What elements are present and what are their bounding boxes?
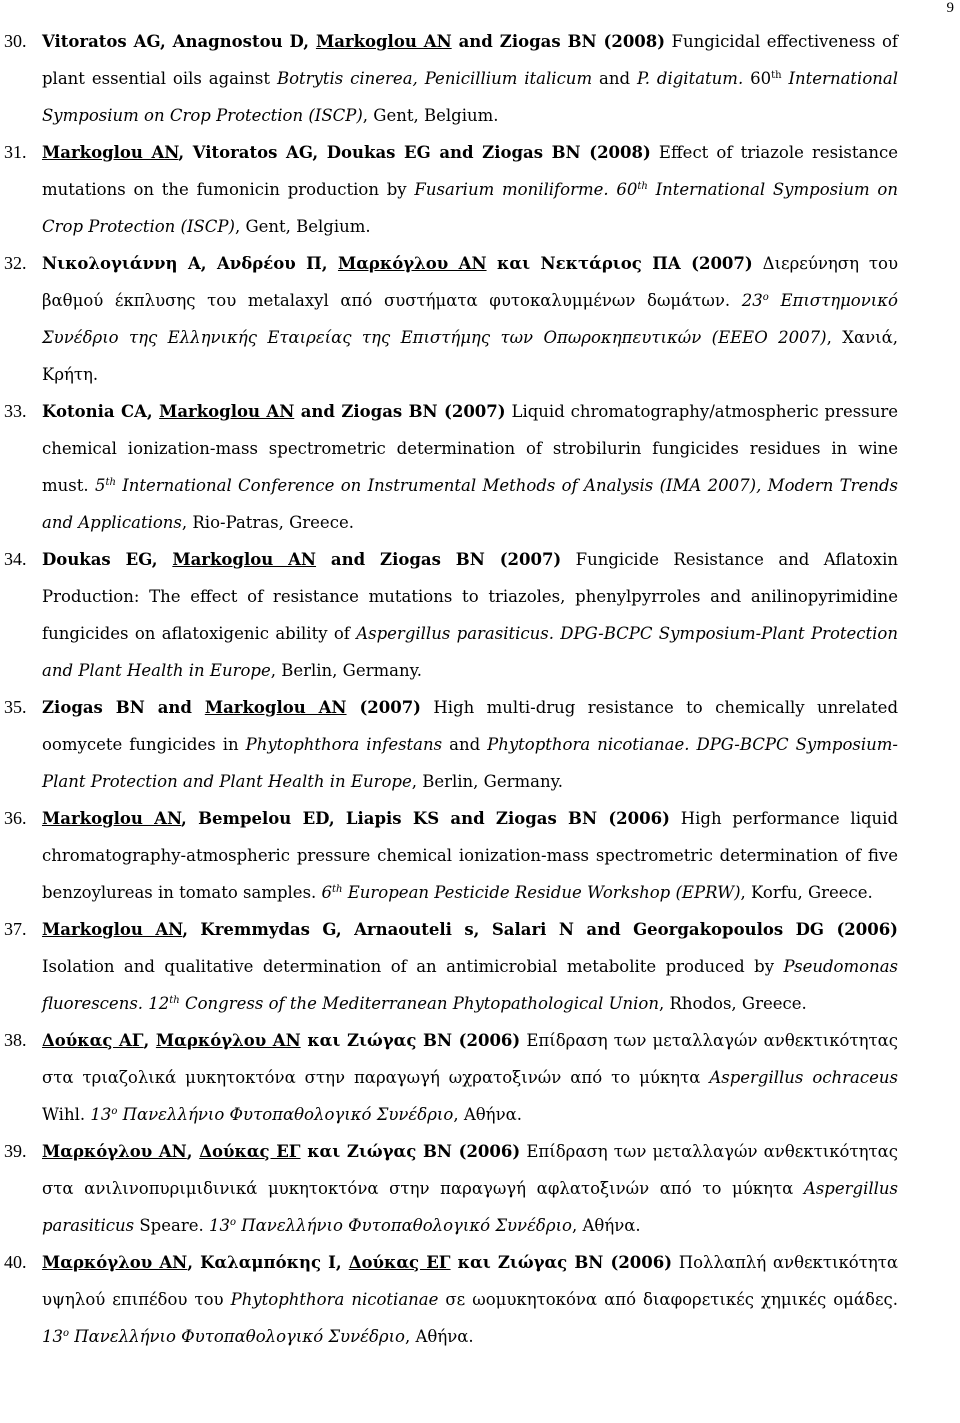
reference-italic: Phytophthora infestans <box>245 735 443 754</box>
reference-italic: International Conference on Instrumental Methods of Analysis (IMA 2007), Modern Trends and Applications <box>42 476 898 532</box>
reference-text: Fungicidal effectiveness of plant essential oils against <box>42 32 898 88</box>
reference-authors: και Ζιώγας ΒΝ (2006) <box>300 1142 521 1161</box>
reference-italic: International Symposium on Crop Protection (ISCP) <box>42 69 898 125</box>
reference-text: , Gent, Belgium. <box>234 217 371 236</box>
reference-text: High multi-drug resistance to chemically unrelated oomycete fungicides in <box>42 698 899 754</box>
reference-text: , Rhodos, Greece. <box>658 994 807 1013</box>
reference-authors: and Ziogas BN (2007) <box>316 550 562 569</box>
reference-number: 38. <box>4 1030 27 1050</box>
reference-italic: 13 <box>42 1327 63 1346</box>
reference-entry <box>0 1133 960 1244</box>
reference-text: Διερεύνηση του βαθμού έκπλυσης του metalaxyl από συστήματα φυτοκαλυμμένων δωμάτων. <box>42 254 899 310</box>
reference-text: Effect of triazole resistance mutations on the fumonicin production by <box>42 143 898 199</box>
reference-italic: Phytopthora nicotianae. DPG-BCPC Symposium-Plant Protection and Plant Health in Europe <box>42 735 898 791</box>
reference-number: 37. <box>4 919 27 939</box>
reference-text: and <box>592 69 637 88</box>
author-highlight: Μαρκόγλου ΑΝ <box>42 1142 187 1161</box>
author-highlight: Μαρκόγλου ΑΝ <box>42 1253 188 1272</box>
reference-authors: Doukas EG, <box>42 550 173 569</box>
ordinal-superscript: th <box>637 181 648 192</box>
reference-text: 60 <box>743 69 772 88</box>
reference-authors: and Ziogas BN (2007) <box>294 402 506 421</box>
reference-authors: , <box>143 1031 156 1050</box>
reference-text: , Rio-Patras, Greece. <box>181 513 354 532</box>
reference-text: Fungicide Resistance and Aflatoxin Production: The effect of resistance mutations to triazoles, phenylpyrroles and anilinopyrimidine fungicides on aflatoxigenic ability of <box>42 550 898 643</box>
reference-italic: 23 <box>741 291 763 310</box>
author-highlight: Markoglou AN <box>42 809 182 828</box>
reference-text: , Korfu, Greece. <box>740 883 873 902</box>
reference-number: 35. <box>4 697 27 717</box>
reference-authors: και Ζιώγας ΒΝ (2006) <box>450 1253 673 1272</box>
reference-authors: Ziogas BN and <box>42 698 205 717</box>
reference-text: Επίδραση των μεταλλαγών ανθεκτικότητας στα τριαζολικά μυκητοκτόνα στην παραγωγή ωχρατοξινών από το μύκητα <box>42 1031 898 1087</box>
reference-italic: 13 <box>90 1105 112 1124</box>
reference-text: Isolation and qualitative determination of an antimicrobial metabolite produced by <box>42 957 784 976</box>
reference-italic: 6 <box>321 883 333 902</box>
reference-text: σε ωομυκητοκόνα από διαφορετικές χημικές ομάδες. <box>438 1290 898 1309</box>
author-highlight: Δούκας ΑΓ <box>42 1031 144 1050</box>
reference-number: 34. <box>4 549 27 569</box>
reference-italic: Πανελλήνιο Φυτοπαθολογικό Συνέδριο <box>117 1105 454 1124</box>
reference-text: , Αθήνα. <box>405 1327 474 1346</box>
reference-italic: Aspergillus ochraceus <box>709 1068 898 1087</box>
reference-entry <box>0 800 960 911</box>
reference-authors: , <box>186 1142 200 1161</box>
reference-italic: P. digitatum. <box>636 69 744 88</box>
reference-authors: και Ζιώγας ΒΝ (2006) <box>300 1031 521 1050</box>
reference-italic: Fusarium moniliforme. 60 <box>414 180 638 199</box>
ordinal-superscript: th <box>771 70 782 81</box>
author-highlight: Μαρκόγλου ΑΝ <box>337 254 487 273</box>
reference-number: 40. <box>4 1252 27 1272</box>
author-highlight: Markoglou AN <box>315 32 452 51</box>
reference-text: , Gent, Belgium. <box>362 106 499 125</box>
reference-authors: and Ziogas BN (2008) <box>451 32 666 51</box>
author-highlight: Markoglou AN <box>42 920 183 939</box>
reference-authors: , Bempelou ED, Liapis KS and Ziogas BN (2006) <box>181 809 670 828</box>
reference-entry <box>0 689 960 800</box>
reference-number: 30. <box>4 31 27 51</box>
reference-text: , Χανιά, Κρήτη. <box>42 328 898 384</box>
reference-list <box>0 23 960 1355</box>
reference-text: Επίδραση των μεταλλαγών ανθεκτικότητας στα ανιλινοπυριμιδινικά μυκητοκτόνα στην παραγωγή αφλατοξινών από το μύκητα <box>42 1142 899 1198</box>
reference-italic: International Symposium on Crop Protection (ISCP) <box>42 180 898 236</box>
reference-text: , Berlin, Germany. <box>270 661 422 680</box>
reference-authors: , Καλαμπόκης Ι, <box>187 1253 349 1272</box>
author-highlight: Μαρκόγλου ΑΝ <box>155 1031 301 1050</box>
reference-italic: Aspergillus parasiticus <box>42 1179 898 1235</box>
author-highlight: Markoglou AN <box>172 550 317 569</box>
reference-italic: Πανελλήνιο Φυτοπαθολογικό Συνέδριο <box>236 1216 572 1235</box>
reference-text: Wihl. <box>42 1105 91 1124</box>
reference-entry <box>0 541 960 689</box>
reference-authors: , Kremmydas G, Arnaouteli s, Salari N and Georgakopoulos DG (2006) <box>182 920 898 939</box>
reference-entry <box>0 911 960 1022</box>
reference-authors: και Νεκτάριος ΠΑ (2007) <box>486 254 753 273</box>
reference-italic: 13 <box>208 1216 230 1235</box>
reference-authors: Vitoratos AG, Anagnostou D, <box>42 32 316 51</box>
reference-italic: Aspergillus parasiticus. DPG-BCPC Symposium-Plant Protection and Plant Health in Europe <box>42 624 898 680</box>
reference-text: , Αθήνα. <box>571 1216 641 1235</box>
ordinal-superscript: th <box>105 477 116 488</box>
reference-text: Πολλαπλή ανθεκτικότητα υψηλού επιπέδου του <box>42 1253 898 1309</box>
reference-italic: Congress of the Mediterranean Phytopathological Union <box>179 994 659 1013</box>
reference-text: Speare. <box>134 1216 209 1235</box>
reference-entry <box>0 1244 960 1355</box>
reference-entry <box>0 245 960 393</box>
reference-text: Liquid chromatography/atmospheric pressure chemical ionization-mass spectrometric determination of strobilurin fungicides residues in wine must. <box>42 402 898 495</box>
ordinal-superscript: ο <box>111 1106 118 1117</box>
reference-entry <box>0 134 960 245</box>
author-highlight: Markoglou AN <box>42 143 179 162</box>
reference-authors: (2007) <box>346 698 421 717</box>
reference-italic: Phytophthora nicotianae <box>230 1290 439 1309</box>
reference-entry <box>0 23 960 134</box>
reference-entry <box>0 1022 960 1133</box>
reference-italic: European Pesticide Residue Workshop (EPRW) <box>342 883 741 902</box>
reference-italic: Botrytis cinerea, Penicillium italicum <box>276 69 593 88</box>
author-highlight: Markoglou AN <box>204 698 347 717</box>
reference-authors: , Vitoratos AG, Doukas EG and Ziogas BN (2008) <box>178 143 651 162</box>
page-number: 9 <box>946 0 954 16</box>
ordinal-superscript: th <box>332 884 343 895</box>
reference-number: 31. <box>4 142 27 162</box>
reference-number: 32. <box>4 253 27 273</box>
reference-number: 36. <box>4 808 27 828</box>
ordinal-superscript: ο <box>762 292 769 303</box>
reference-text: High performance liquid chromatography-atmospheric pressure chemical ionization-mass spectrometric determination of five benzoylureas in tomato samples. <box>42 809 899 902</box>
reference-authors: Kotonia CA, <box>42 402 160 421</box>
reference-italic: 5 <box>94 476 106 495</box>
author-highlight: Markoglou AN <box>159 402 295 421</box>
reference-number: 33. <box>4 401 27 421</box>
reference-text: , Αθήνα. <box>453 1105 522 1124</box>
reference-number: 39. <box>4 1141 27 1161</box>
author-highlight: Δούκας ΕΓ <box>199 1142 301 1161</box>
reference-text: and <box>442 735 488 754</box>
reference-italic: Πανελλήνιο Φυτοπαθολογικό Συνέδριο <box>69 1327 405 1346</box>
ordinal-superscript: ο <box>229 1217 237 1228</box>
reference-italic: Pseudomonas fluorescens. 12 <box>42 957 898 1013</box>
reference-italic: Επιστημονικό Συνέδριο της Ελληνικής Εταιρείας της Επιστήμης των Οπωροκηπευτικών (ΕΕΕΟ 2007) <box>42 291 898 347</box>
ordinal-superscript: th <box>169 995 180 1006</box>
reference-authors: Νικολογιάννη Α, Ανδρέου Π, <box>42 254 338 273</box>
author-highlight: Δούκας ΕΓ <box>348 1253 451 1272</box>
ordinal-superscript: ο <box>63 1328 70 1339</box>
reference-text: , Berlin, Germany. <box>411 772 563 791</box>
reference-entry <box>0 393 960 541</box>
